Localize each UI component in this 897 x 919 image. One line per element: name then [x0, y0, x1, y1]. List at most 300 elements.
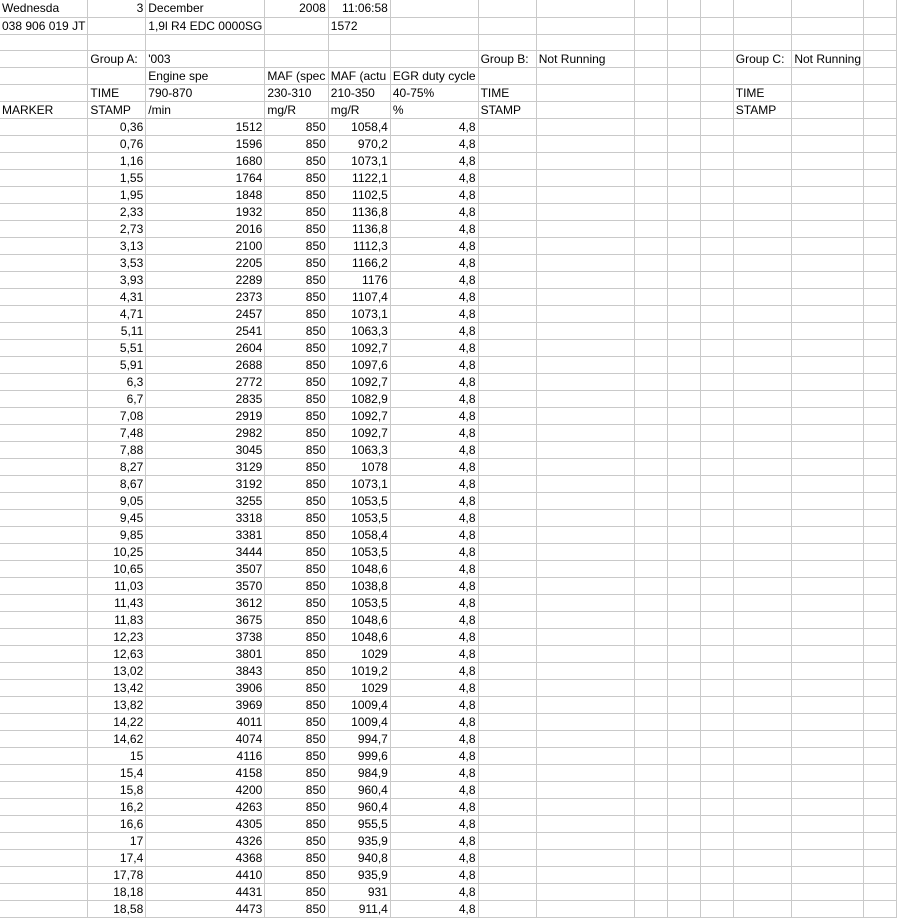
cell[interactable]: [478, 866, 536, 883]
cell[interactable]: [864, 237, 897, 254]
cell-unit-egr[interactable]: %: [390, 101, 478, 118]
cell[interactable]: [667, 832, 700, 849]
cell[interactable]: [536, 186, 634, 203]
cell-range-engine-speed[interactable]: 790-870: [146, 84, 265, 101]
cell[interactable]: [792, 798, 864, 815]
cell[interactable]: [864, 152, 897, 169]
cell[interactable]: [536, 152, 634, 169]
cell[interactable]: [635, 645, 668, 662]
cell-group-a-label[interactable]: Group A:: [88, 50, 146, 67]
cell[interactable]: [0, 441, 88, 458]
cell[interactable]: [536, 475, 634, 492]
cell-engine-speed[interactable]: 2772: [146, 373, 265, 390]
cell-time-stamp[interactable]: 15,8: [88, 781, 146, 798]
cell[interactable]: [864, 373, 897, 390]
cell-engine-speed[interactable]: 1512: [146, 118, 265, 135]
cell[interactable]: [478, 118, 536, 135]
cell-maf-spec[interactable]: 850: [265, 492, 328, 509]
cell-egr-duty[interactable]: 4,8: [390, 458, 478, 475]
cell-maf-spec[interactable]: 850: [265, 662, 328, 679]
cell[interactable]: [700, 747, 733, 764]
cell-part-number[interactable]: 038 906 019 JT: [0, 17, 88, 34]
cell[interactable]: [390, 34, 478, 50]
cell[interactable]: [478, 458, 536, 475]
cell[interactable]: [390, 0, 478, 17]
cell[interactable]: [478, 288, 536, 305]
cell[interactable]: [733, 322, 792, 339]
cell-egr-duty[interactable]: 4,8: [390, 390, 478, 407]
cell[interactable]: [635, 305, 668, 322]
cell-engine-speed[interactable]: 2919: [146, 407, 265, 424]
cell[interactable]: [700, 645, 733, 662]
cell[interactable]: [478, 339, 536, 356]
cell[interactable]: [667, 203, 700, 220]
cell[interactable]: [0, 764, 88, 781]
cell[interactable]: [733, 34, 792, 50]
cell-maf-spec[interactable]: 850: [265, 696, 328, 713]
cell[interactable]: [0, 237, 88, 254]
cell[interactable]: [792, 713, 864, 730]
cell-maf-spec[interactable]: 850: [265, 713, 328, 730]
cell[interactable]: [864, 628, 897, 645]
cell[interactable]: [864, 730, 897, 747]
cell[interactable]: [0, 730, 88, 747]
cell-egr-duty[interactable]: 4,8: [390, 169, 478, 186]
cell[interactable]: [635, 492, 668, 509]
cell[interactable]: [0, 696, 88, 713]
cell[interactable]: [478, 730, 536, 747]
cell-time-stamp[interactable]: 9,45: [88, 509, 146, 526]
cell[interactable]: [667, 271, 700, 288]
cell-engine-speed[interactable]: 3738: [146, 628, 265, 645]
cell[interactable]: [864, 305, 897, 322]
cell[interactable]: [635, 458, 668, 475]
cell-stamp-header-b[interactable]: STAMP: [478, 101, 536, 118]
cell-maf-spec[interactable]: 850: [265, 254, 328, 271]
cell[interactable]: [478, 34, 536, 50]
cell-time-stamp[interactable]: 9,05: [88, 492, 146, 509]
cell[interactable]: [536, 407, 634, 424]
cell[interactable]: [864, 832, 897, 849]
cell[interactable]: [88, 17, 146, 34]
cell[interactable]: [864, 390, 897, 407]
cell[interactable]: [792, 407, 864, 424]
cell[interactable]: [792, 628, 864, 645]
cell-egr-duty[interactable]: 4,8: [390, 237, 478, 254]
cell[interactable]: [733, 781, 792, 798]
cell-egr-duty[interactable]: 4,8: [390, 628, 478, 645]
cell-time-stamp[interactable]: 11,03: [88, 577, 146, 594]
cell[interactable]: [667, 441, 700, 458]
cell-time-stamp[interactable]: 2,73: [88, 220, 146, 237]
cell[interactable]: [635, 135, 668, 152]
cell[interactable]: [792, 696, 864, 713]
cell-maf-spec[interactable]: 850: [265, 577, 328, 594]
cell[interactable]: [864, 220, 897, 237]
cell-maf-spec[interactable]: 850: [265, 305, 328, 322]
cell-egr-duty[interactable]: 4,8: [390, 747, 478, 764]
cell-engine-speed[interactable]: 3969: [146, 696, 265, 713]
cell[interactable]: [733, 254, 792, 271]
cell-unit-engine-speed[interactable]: /min: [146, 101, 265, 118]
cell[interactable]: [478, 577, 536, 594]
cell-egr-duty[interactable]: 4,8: [390, 118, 478, 135]
cell[interactable]: [478, 169, 536, 186]
cell[interactable]: [0, 883, 88, 900]
cell-engine-speed[interactable]: 4305: [146, 815, 265, 832]
cell-engine-speed[interactable]: 2835: [146, 390, 265, 407]
cell[interactable]: [733, 169, 792, 186]
cell-maf-actual[interactable]: 1092,7: [328, 339, 390, 356]
cell[interactable]: [536, 322, 634, 339]
cell[interactable]: [864, 169, 897, 186]
cell-time-stamp[interactable]: 18,58: [88, 900, 146, 917]
cell[interactable]: [864, 594, 897, 611]
cell-maf-spec[interactable]: 850: [265, 798, 328, 815]
cell[interactable]: [667, 339, 700, 356]
cell[interactable]: [792, 34, 864, 50]
cell-maf-actual[interactable]: 1092,7: [328, 373, 390, 390]
cell-engine-speed[interactable]: 1764: [146, 169, 265, 186]
cell-engine-speed[interactable]: 3675: [146, 611, 265, 628]
cell[interactable]: [478, 237, 536, 254]
cell-maf-spec[interactable]: 850: [265, 118, 328, 135]
cell[interactable]: [667, 866, 700, 883]
cell-maf-actual[interactable]: 1063,3: [328, 441, 390, 458]
cell[interactable]: [635, 730, 668, 747]
cell-maf-spec[interactable]: 850: [265, 611, 328, 628]
cell-channel-engine-speed[interactable]: Engine spe: [146, 67, 265, 84]
cell-egr-duty[interactable]: 4,8: [390, 526, 478, 543]
cell[interactable]: [792, 543, 864, 560]
cell[interactable]: [792, 322, 864, 339]
cell[interactable]: [635, 798, 668, 815]
cell-egr-duty[interactable]: 4,8: [390, 288, 478, 305]
cell[interactable]: [667, 254, 700, 271]
cell-engine-speed[interactable]: 1596: [146, 135, 265, 152]
cell[interactable]: [667, 815, 700, 832]
cell-maf-actual[interactable]: 1009,4: [328, 713, 390, 730]
cell[interactable]: [733, 390, 792, 407]
cell-egr-duty[interactable]: 4,8: [390, 696, 478, 713]
cell[interactable]: [733, 424, 792, 441]
cell[interactable]: [733, 237, 792, 254]
cell-maf-actual[interactable]: 1092,7: [328, 407, 390, 424]
cell[interactable]: [733, 0, 792, 17]
cell[interactable]: [536, 764, 634, 781]
cell[interactable]: [667, 390, 700, 407]
cell-maf-spec[interactable]: 850: [265, 645, 328, 662]
cell[interactable]: [667, 34, 700, 50]
cell[interactable]: [146, 34, 265, 50]
cell[interactable]: [667, 849, 700, 866]
cell[interactable]: [733, 203, 792, 220]
cell-time-stamp[interactable]: 7,48: [88, 424, 146, 441]
cell-maf-actual[interactable]: 1058,4: [328, 118, 390, 135]
cell-egr-duty[interactable]: 4,8: [390, 849, 478, 866]
cell[interactable]: [700, 441, 733, 458]
cell[interactable]: [667, 696, 700, 713]
cell[interactable]: [0, 356, 88, 373]
cell-month[interactable]: December: [146, 0, 265, 17]
cell[interactable]: [792, 560, 864, 577]
cell[interactable]: [536, 798, 634, 815]
cell[interactable]: [667, 84, 700, 101]
cell-maf-spec[interactable]: 850: [265, 781, 328, 798]
cell[interactable]: [864, 866, 897, 883]
cell-maf-spec[interactable]: 850: [265, 203, 328, 220]
cell[interactable]: [536, 458, 634, 475]
cell-maf-actual[interactable]: 1053,5: [328, 509, 390, 526]
cell[interactable]: [478, 407, 536, 424]
cell[interactable]: [478, 798, 536, 815]
cell[interactable]: [0, 67, 88, 84]
cell[interactable]: [864, 458, 897, 475]
cell[interactable]: [792, 883, 864, 900]
cell-engine-speed[interactable]: 2688: [146, 356, 265, 373]
cell[interactable]: [792, 594, 864, 611]
cell-egr-duty[interactable]: 4,8: [390, 475, 478, 492]
cell-maf-spec[interactable]: 850: [265, 288, 328, 305]
cell-egr-duty[interactable]: 4,8: [390, 424, 478, 441]
cell-engine-speed[interactable]: 3843: [146, 662, 265, 679]
cell[interactable]: [536, 747, 634, 764]
cell-engine-speed[interactable]: 4326: [146, 832, 265, 849]
cell[interactable]: [0, 747, 88, 764]
cell[interactable]: [792, 679, 864, 696]
cell-maf-spec[interactable]: 850: [265, 475, 328, 492]
cell[interactable]: [667, 883, 700, 900]
cell-engine-speed[interactable]: 1680: [146, 152, 265, 169]
cell[interactable]: [733, 883, 792, 900]
cell-maf-actual[interactable]: 1136,8: [328, 220, 390, 237]
cell[interactable]: [864, 883, 897, 900]
cell-maf-actual[interactable]: 960,4: [328, 781, 390, 798]
cell[interactable]: [536, 17, 634, 34]
cell[interactable]: [667, 475, 700, 492]
cell[interactable]: [536, 390, 634, 407]
cell-maf-actual[interactable]: 1136,8: [328, 203, 390, 220]
cell-time-stamp[interactable]: 15,4: [88, 764, 146, 781]
cell[interactable]: [733, 713, 792, 730]
cell-engine-speed[interactable]: 3255: [146, 492, 265, 509]
cell[interactable]: [792, 764, 864, 781]
cell-egr-duty[interactable]: 4,8: [390, 254, 478, 271]
cell[interactable]: [390, 17, 478, 34]
cell[interactable]: [700, 815, 733, 832]
cell[interactable]: [0, 424, 88, 441]
cell-engine-speed[interactable]: 2604: [146, 339, 265, 356]
cell[interactable]: [700, 356, 733, 373]
cell[interactable]: [635, 764, 668, 781]
cell[interactable]: [864, 764, 897, 781]
cell-engine-speed[interactable]: 2205: [146, 254, 265, 271]
cell-maf-spec[interactable]: 850: [265, 220, 328, 237]
cell[interactable]: [733, 475, 792, 492]
cell[interactable]: [478, 900, 536, 917]
cell[interactable]: [700, 186, 733, 203]
cell[interactable]: [733, 305, 792, 322]
cell-time-stamp[interactable]: 3,93: [88, 271, 146, 288]
cell[interactable]: [478, 152, 536, 169]
cell[interactable]: [0, 611, 88, 628]
cell[interactable]: [0, 781, 88, 798]
cell[interactable]: [864, 900, 897, 917]
cell-maf-spec[interactable]: 850: [265, 832, 328, 849]
cell-time-stamp[interactable]: 6,3: [88, 373, 146, 390]
cell[interactable]: [635, 713, 668, 730]
cell[interactable]: [700, 271, 733, 288]
cell[interactable]: [667, 0, 700, 17]
cell-time-stamp[interactable]: 7,08: [88, 407, 146, 424]
cell[interactable]: [864, 747, 897, 764]
cell[interactable]: [864, 713, 897, 730]
cell[interactable]: [733, 611, 792, 628]
cell[interactable]: [536, 679, 634, 696]
cell-maf-actual[interactable]: 1009,4: [328, 696, 390, 713]
cell[interactable]: [478, 220, 536, 237]
cell-maf-spec[interactable]: 850: [265, 509, 328, 526]
cell-time-stamp[interactable]: 14,22: [88, 713, 146, 730]
cell-egr-duty[interactable]: 4,8: [390, 866, 478, 883]
cell-maf-actual[interactable]: 935,9: [328, 866, 390, 883]
cell[interactable]: [733, 220, 792, 237]
cell[interactable]: [536, 866, 634, 883]
cell[interactable]: [792, 900, 864, 917]
cell[interactable]: [700, 17, 733, 34]
cell[interactable]: [478, 781, 536, 798]
cell[interactable]: [635, 50, 668, 67]
cell[interactable]: [700, 390, 733, 407]
cell[interactable]: [478, 509, 536, 526]
cell-egr-duty[interactable]: 4,8: [390, 152, 478, 169]
cell-time-stamp[interactable]: 13,02: [88, 662, 146, 679]
cell[interactable]: [667, 101, 700, 118]
cell[interactable]: [700, 543, 733, 560]
cell-egr-duty[interactable]: 4,8: [390, 186, 478, 203]
cell[interactable]: [792, 815, 864, 832]
cell[interactable]: [667, 594, 700, 611]
cell[interactable]: [733, 135, 792, 152]
cell[interactable]: [700, 458, 733, 475]
cell[interactable]: [635, 84, 668, 101]
cell[interactable]: [733, 458, 792, 475]
cell[interactable]: [864, 645, 897, 662]
cell[interactable]: [792, 458, 864, 475]
cell-engine-speed[interactable]: 2100: [146, 237, 265, 254]
cell[interactable]: [478, 764, 536, 781]
cell[interactable]: [478, 424, 536, 441]
cell[interactable]: [667, 356, 700, 373]
cell[interactable]: [0, 594, 88, 611]
cell[interactable]: [478, 305, 536, 322]
cell[interactable]: [792, 169, 864, 186]
cell-maf-actual[interactable]: 911,4: [328, 900, 390, 917]
cell[interactable]: [478, 662, 536, 679]
cell[interactable]: [0, 679, 88, 696]
cell-egr-duty[interactable]: 4,8: [390, 730, 478, 747]
cell-maf-actual[interactable]: 935,9: [328, 832, 390, 849]
cell[interactable]: [536, 373, 634, 390]
cell[interactable]: [635, 679, 668, 696]
cell-maf-actual[interactable]: 940,8: [328, 849, 390, 866]
cell[interactable]: [635, 883, 668, 900]
cell-maf-actual[interactable]: 1053,5: [328, 594, 390, 611]
cell-time-stamp[interactable]: 8,67: [88, 475, 146, 492]
cell-time-stamp[interactable]: 3,13: [88, 237, 146, 254]
cell[interactable]: [864, 288, 897, 305]
cell[interactable]: [792, 390, 864, 407]
cell[interactable]: [536, 730, 634, 747]
cell[interactable]: [733, 67, 792, 84]
cell[interactable]: [792, 747, 864, 764]
cell[interactable]: [536, 34, 634, 50]
cell[interactable]: [635, 577, 668, 594]
cell-maf-actual[interactable]: 1038,8: [328, 577, 390, 594]
cell-maf-actual[interactable]: 1073,1: [328, 475, 390, 492]
cell[interactable]: [0, 900, 88, 917]
cell[interactable]: [0, 628, 88, 645]
cell[interactable]: [635, 237, 668, 254]
cell-egr-duty[interactable]: 4,8: [390, 356, 478, 373]
cell[interactable]: [667, 747, 700, 764]
cell-time-stamp[interactable]: 10,25: [88, 543, 146, 560]
cell-stamp-header-c[interactable]: STAMP: [733, 101, 792, 118]
cell[interactable]: [700, 866, 733, 883]
cell[interactable]: [700, 237, 733, 254]
cell[interactable]: [635, 373, 668, 390]
cell[interactable]: [792, 662, 864, 679]
cell-egr-duty[interactable]: 4,8: [390, 577, 478, 594]
cell[interactable]: [667, 611, 700, 628]
cell[interactable]: [265, 17, 328, 34]
cell-day[interactable]: 3: [88, 0, 146, 17]
cell-maf-spec[interactable]: 850: [265, 339, 328, 356]
cell[interactable]: [536, 645, 634, 662]
cell[interactable]: [478, 611, 536, 628]
cell-weekday[interactable]: Wednesda: [0, 0, 88, 17]
cell-engine-speed[interactable]: 1932: [146, 203, 265, 220]
cell[interactable]: [536, 237, 634, 254]
cell-marker-header[interactable]: MARKER: [0, 101, 88, 118]
cell[interactable]: [700, 526, 733, 543]
cell[interactable]: [536, 84, 634, 101]
cell[interactable]: [864, 67, 897, 84]
cell-stamp-header-a[interactable]: STAMP: [88, 101, 146, 118]
cell[interactable]: [733, 407, 792, 424]
cell-maf-actual[interactable]: 984,9: [328, 764, 390, 781]
cell[interactable]: [536, 101, 634, 118]
cell[interactable]: [667, 458, 700, 475]
cell[interactable]: [700, 101, 733, 118]
cell-egr-duty[interactable]: 4,8: [390, 883, 478, 900]
cell-maf-actual[interactable]: 1176: [328, 271, 390, 288]
cell[interactable]: [536, 67, 634, 84]
cell[interactable]: [0, 849, 88, 866]
cell-egr-duty[interactable]: 4,8: [390, 271, 478, 288]
cell-maf-actual[interactable]: 1122,1: [328, 169, 390, 186]
cell[interactable]: [864, 577, 897, 594]
cell-time-stamp[interactable]: 18,18: [88, 883, 146, 900]
cell[interactable]: [635, 34, 668, 50]
cell-egr-duty[interactable]: 4,8: [390, 322, 478, 339]
cell[interactable]: [536, 0, 634, 17]
cell[interactable]: [0, 288, 88, 305]
cell[interactable]: [667, 169, 700, 186]
cell[interactable]: [792, 305, 864, 322]
cell[interactable]: [635, 543, 668, 560]
cell-egr-duty[interactable]: 4,8: [390, 764, 478, 781]
